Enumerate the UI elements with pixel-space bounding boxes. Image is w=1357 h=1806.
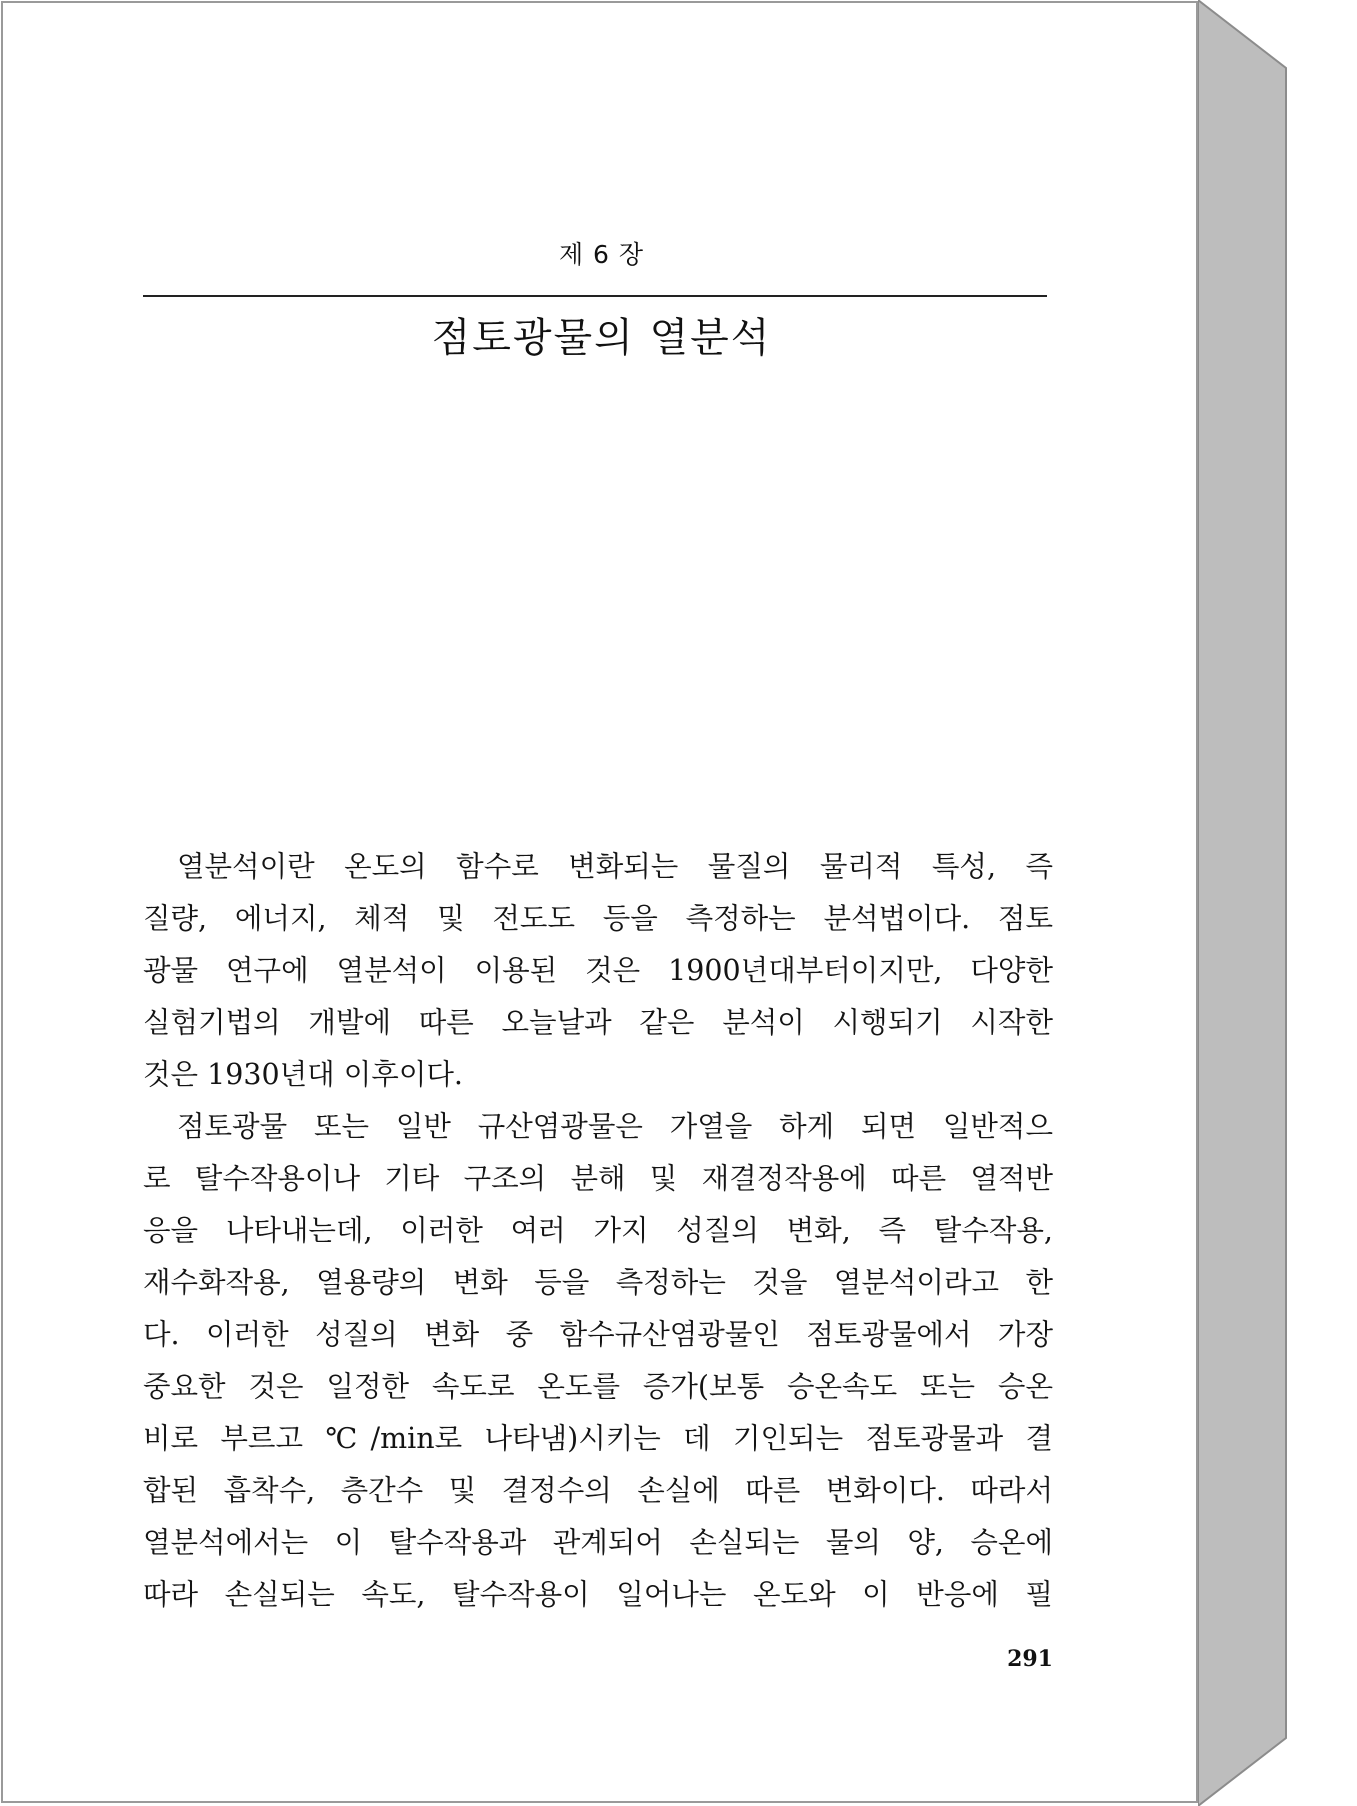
text-line: 다. 이러한 성질의 변화 중 함수규산염광물인 점토광물에서 가장: [143, 1318, 1053, 1351]
page-number: 291: [1007, 1646, 1053, 1672]
paragraph: [143, 841, 1053, 1101]
text-line: 재수화작용, 열용량의 변화 등을 측정하는 것을 열분석이라고 한: [143, 1266, 1053, 1299]
page-stack-edge-shape: [1198, 0, 1288, 1806]
text-line: 합된 흡착수, 층간수 및 결정수의 손실에 따른 변화이다. 따라서: [143, 1474, 1053, 1507]
text-line: 열분석에서는 이 탈수작용과 관계되어 손실되는 물의 양, 승온에: [143, 1526, 1053, 1559]
text-line: 비로 부르고 ℃/min로 나타냄)시키는 데 기인되는 점토광물과 결: [143, 1422, 1053, 1455]
book-page: [1, 1, 1198, 1803]
text-line: 로 탈수작용이나 기타 구조의 분해 및 재결정작용에 따른 열적반: [143, 1162, 1053, 1195]
text-line: 중요한 것은 일정한 속도로 온도를 증가(보통 승온속도 또는 승온: [143, 1370, 1053, 1403]
body-text: [143, 841, 1053, 1621]
chapter-divider: [143, 295, 1047, 297]
text-line: 열분석이란 온도의 함수로 변화되는 물질의 물리적 특성, 즉: [177, 850, 1053, 883]
text-line: 실험기법의 개발에 따른 오늘날과 같은 분석이 시행되기 시작한: [143, 1006, 1053, 1039]
page-stack-edge: [1198, 0, 1288, 1806]
text-line: 광물 연구에 열분석이 이용된 것은 1900년대부터이지만, 다양한: [143, 954, 1053, 987]
text-line: 점토광물 또는 일반 규산염광물은 가열을 하게 되면 일반적으: [177, 1110, 1053, 1143]
text-line: 따라 손실되는 속도, 탈수작용이 일어나는 온도와 이 반응에 필: [143, 1578, 1053, 1611]
text-line: 것은 1930년대 이후이다.: [143, 1058, 463, 1091]
chapter-number: 제 6 장: [558, 240, 645, 269]
text-line: 응을 나타내는데, 이러한 여러 가지 성질의 변화, 즉 탈수작용,: [143, 1214, 1053, 1247]
text-line: 질량, 에너지, 체적 및 전도도 등을 측정하는 분석법이다. 점토: [143, 902, 1053, 935]
paragraph: [143, 1101, 1053, 1621]
chapter-title: 점토광물의 열분석: [431, 315, 772, 361]
